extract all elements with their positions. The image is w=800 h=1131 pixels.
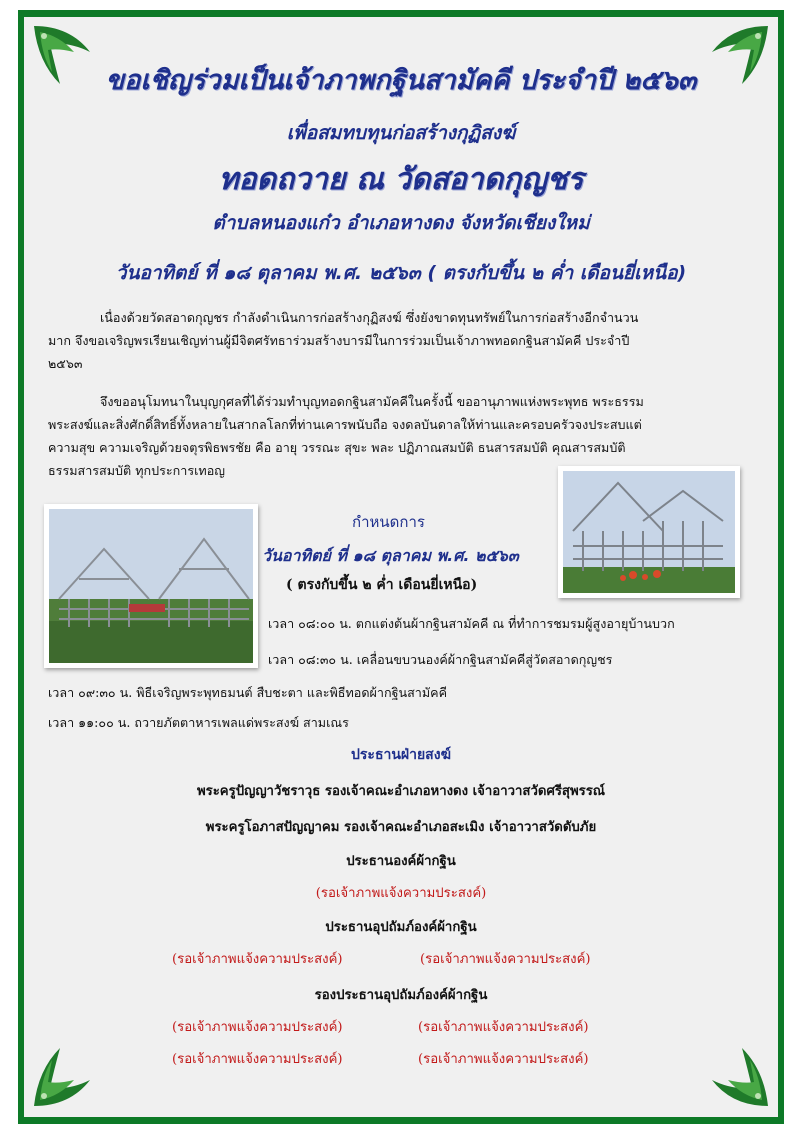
patron-pending-left: (รอเจ้าภาพแจ้งความประสงค์) (172, 952, 343, 967)
schedule-heading: กำหนดการ (352, 513, 425, 531)
patron-chair-heading: ประธานอุปถัมภ์องค์ผ้ากฐิน (325, 920, 477, 935)
kathin-chair-heading: ประธานองค์ผ้ากฐิน (346, 854, 456, 869)
blessing-line: ความสุข ความเจริญด้วยจตุรพิธพรชัย คือ อายุ วรรณะ สุขะ พละ ปฏิภาณสมบัติ ธนสารสมบัติ คุณสารสมบัติ (48, 440, 626, 455)
construction-photo-left (44, 504, 258, 668)
event-location: ตำบลหนองแก๋ว อำเภอหางดง จังหวัดเชียงใหม่ (212, 212, 590, 234)
event-date: วันอาทิตย์ ที่ ๑๘ ตุลาคม พ.ศ. ๒๕๖๓ ( ตรงกับขึ้น ๒ ค่ำ เดือนยี่เหนือ) (115, 262, 687, 284)
patron-pending-right: (รอเจ้าภาพแจ้งความประสงค์) (420, 952, 591, 967)
schedule-date: วันอาทิตย์ ที่ ๑๘ ตุลาคม พ.ศ. ๒๕๖๓ (262, 546, 519, 565)
intro-line: ๒๕๖๓ (48, 356, 83, 371)
schedule-item: เวลา ๑๑:๐๐ น. ถวายภัตตาหารเพลแด่พระสงฆ์ สามเณร (48, 715, 349, 730)
schedule-item: เวลา ๐๘:๐๐ น. ตกแต่งต้นผ้ากฐินสามัคคี ณ ที่ทำการชมรมผู้สูงอายุบ้านบวก (268, 616, 675, 631)
intro-line: เนื่องด้วยวัดสอาดกุญชร กำลังดำเนินการก่อสร้างกุฏิสงฆ์ ซึ่งยังขาดทุนทรัพย์ในการก่อสร้างอีกจำนวน (100, 310, 639, 325)
construction-photo-right (558, 466, 740, 598)
corner-ornament-bottom-left (30, 1040, 100, 1110)
vice-pending-row1-right: (รอเจ้าภาพแจ้งความประสงค์) (418, 1020, 589, 1035)
monk-chair-1: พระครูปัญญาวัชราวุธ รองเจ้าคณะอำเภอหางดง เจ้าอาวาสวัดศรีสุพรรณ์ (196, 784, 606, 799)
vice-pending-row2-left: (รอเจ้าภาพแจ้งความประสงค์) (172, 1052, 343, 1067)
page-subtitle: เพื่อสมทบทุนก่อสร้างกุฏิสงฆ์ (286, 122, 516, 144)
kathin-chair-pending: (รอเจ้าภาพแจ้งความประสงค์) (315, 886, 487, 901)
intro-paragraph (48, 306, 754, 375)
intro-line: มาก จึงขอเจริญพรเรียนเชิญท่านผู้มีจิตศรัทธาร่วมสร้างบารมีในการร่วมเป็นเจ้าภาพทอดกฐินสามัคคี ประจำปี (48, 333, 630, 348)
vice-pending-row1-left: (รอเจ้าภาพแจ้งความประสงค์) (172, 1020, 343, 1035)
schedule-lunar-date: ( ตรงกับขึ้น ๒ ค่ำ เดือนยี่เหนือ) (286, 577, 478, 593)
monk-chair-heading: ประธานฝ่ายสงฆ์ (351, 747, 451, 763)
vice-chair-heading: รองประธานอุปถัมภ์องค์ผ้ากฐิน (314, 988, 488, 1003)
schedule-item: เวลา ๐๙:๓๐ น. พิธีเจริญพระพุทธมนต์ สืบชะตา และพิธีทอดผ้ากฐินสามัคคี (48, 685, 448, 700)
schedule-item: เวลา ๐๘:๓๐ น. เคลื่อนขบวนองค์ผ้ากฐินสามัคคีสู่วัดสอาดกุญชร (268, 652, 613, 667)
monk-chair-2: พระครูโอภาสปัญญาคม รองเจ้าคณะอำเภอสะเมิง เจ้าอาวาสวัดดับภัย (205, 820, 597, 835)
blessing-line: ธรรมสารสมบัติ ทุกประการเทอญ (48, 463, 226, 478)
corner-ornament-bottom-right (702, 1040, 772, 1110)
event-title: ทอดถวาย ณ วัดสอาดกุญชร (218, 162, 584, 197)
vice-pending-row2-right: (รอเจ้าภาพแจ้งความประสงค์) (418, 1052, 589, 1067)
blessing-line: พระสงฆ์และสิ่งศักดิ์สิทธิ์ทั้งหลายในสากลโลกที่ท่านเคารพนับถือ จงดลบันดาลให้ท่านและครอบครัวจงประสบแต่ (48, 417, 642, 432)
page-title: ขอเชิญร่วมเป็นเจ้าภาพกฐินสามัคคี ประจำปี ๒๕๖๓ (105, 65, 697, 96)
blessing-line: จึงขออนุโมทนาในบุญกุศลที่ได้ร่วมทำบุญทอดกฐินสามัคคีในครั้งนี้ ขออานุภาพแห่งพระพุทธ พระธรรม (100, 394, 644, 409)
